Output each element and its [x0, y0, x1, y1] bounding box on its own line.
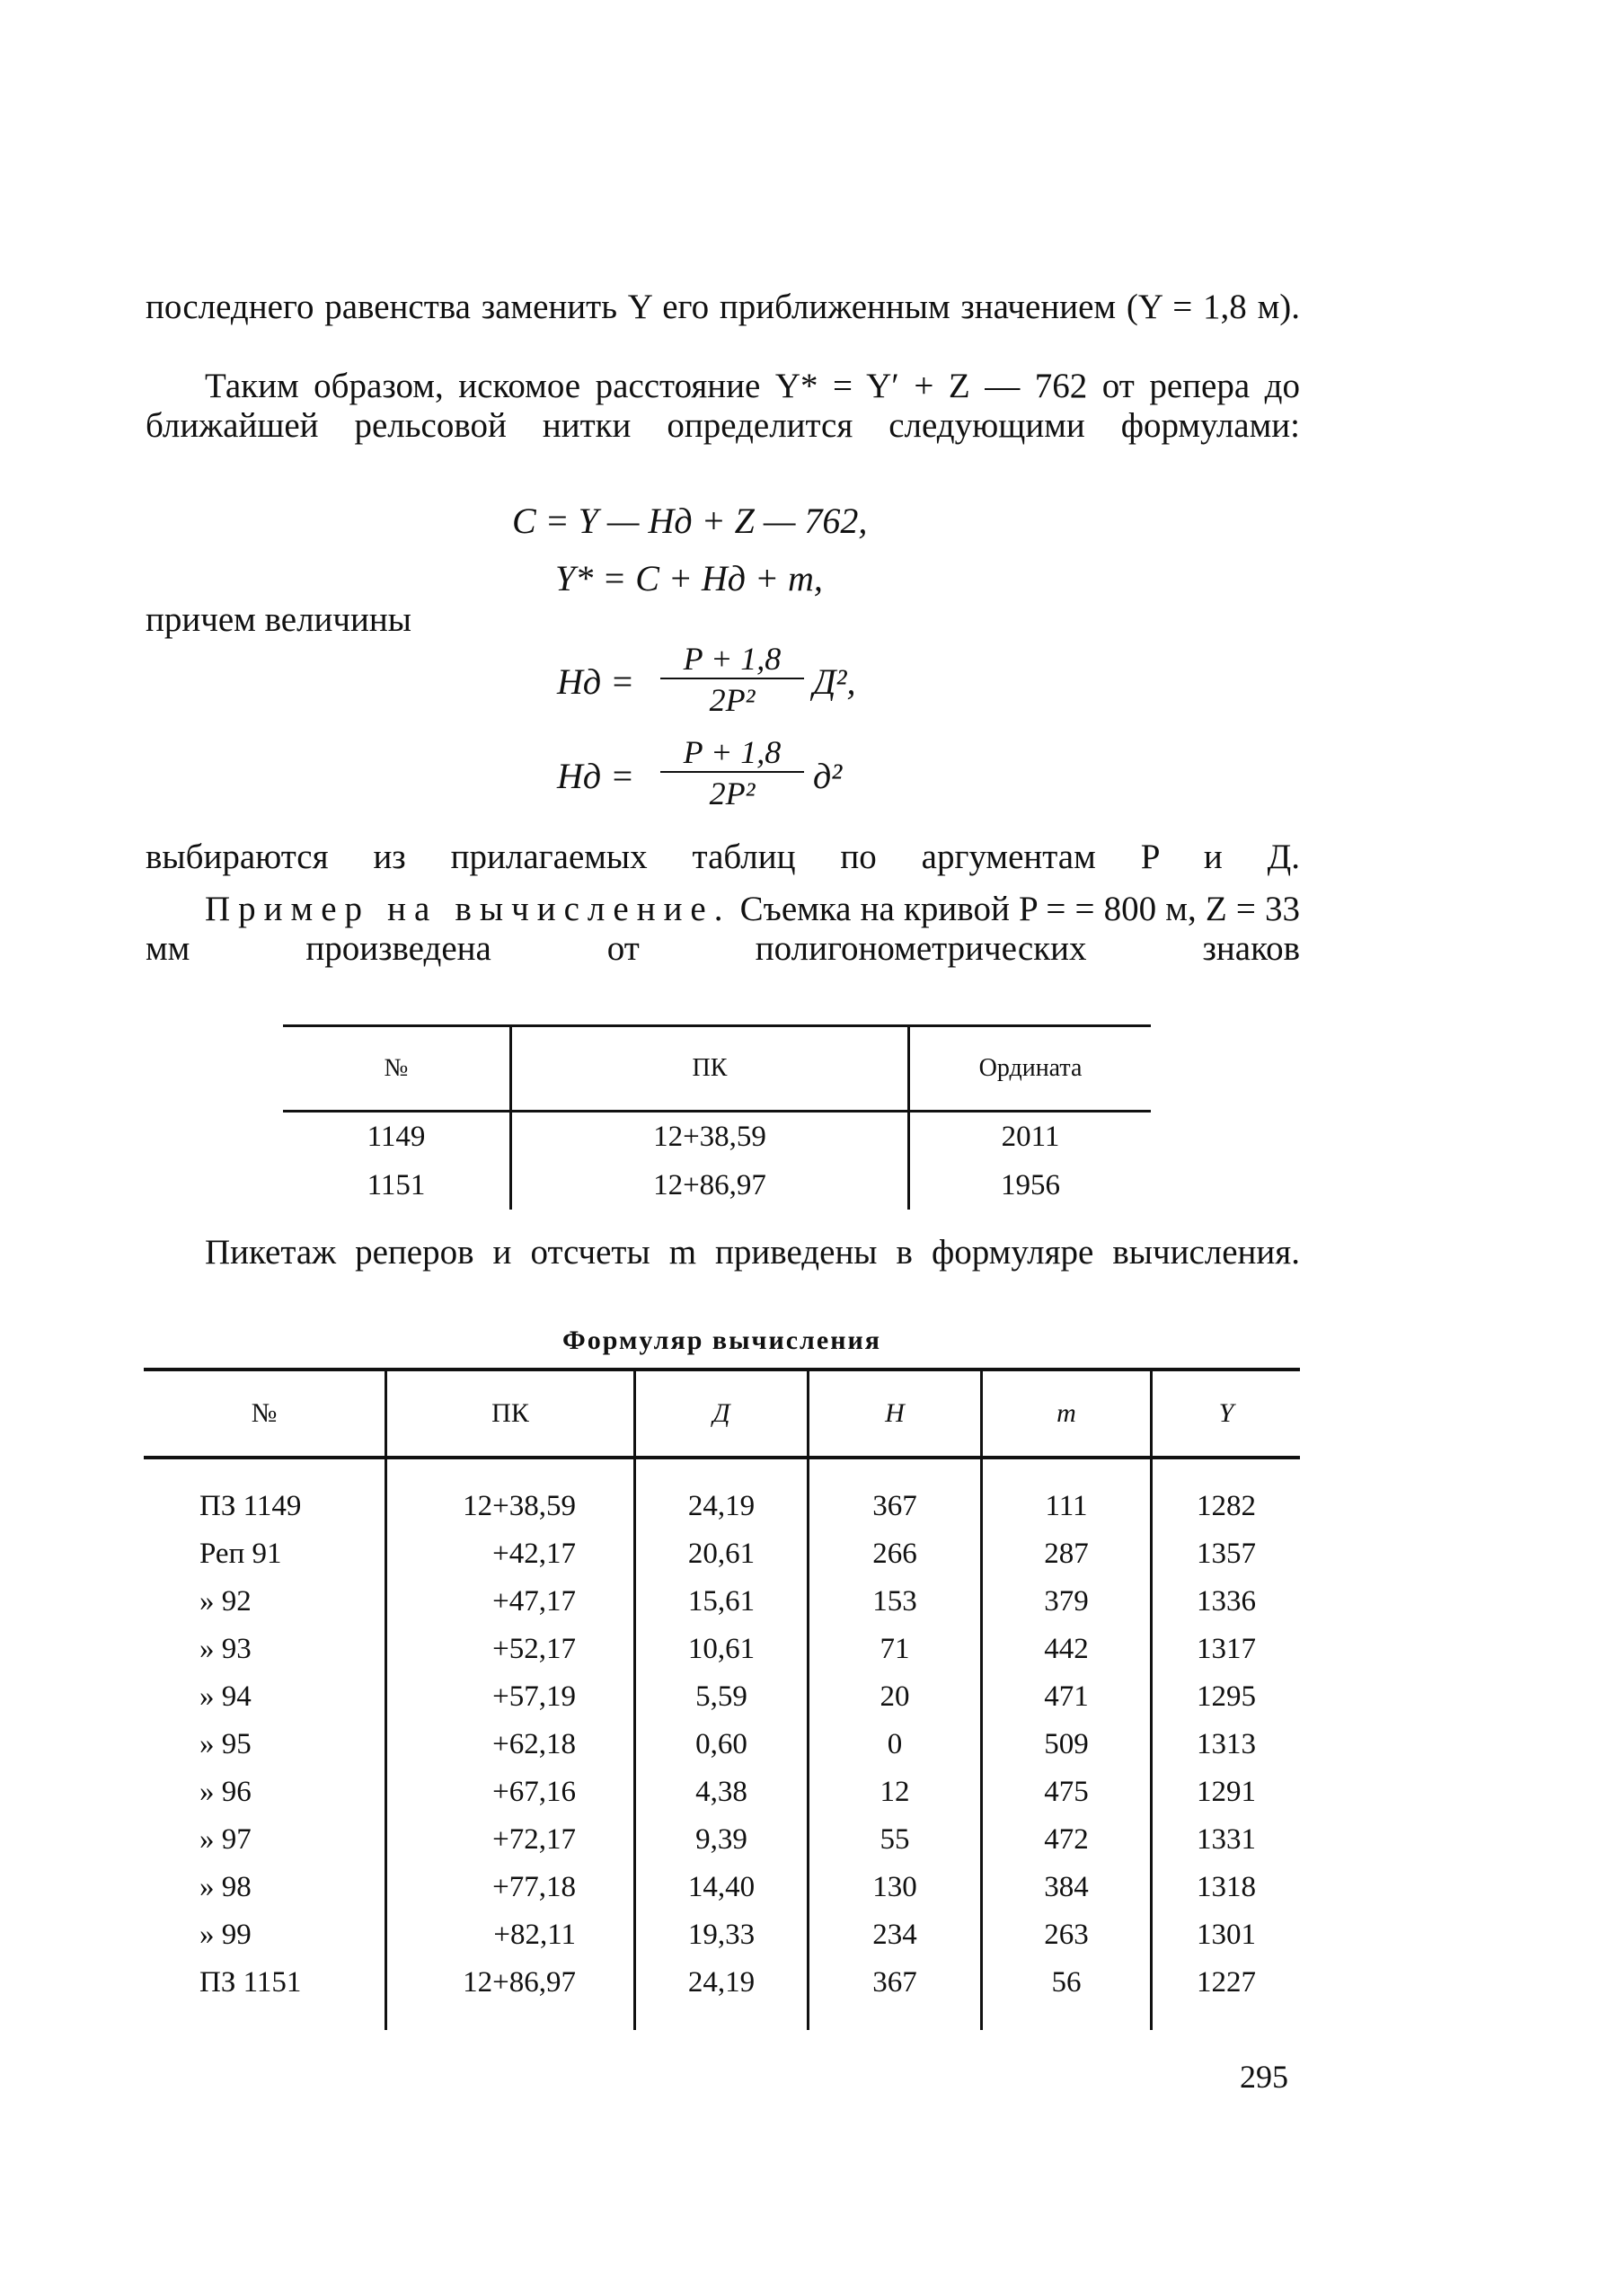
table-cell-y: 1331 — [1197, 1823, 1256, 1856]
paragraph-1: последнего равенства заменить Y его приближенным значением (Y = 1,8 м). — [146, 288, 1300, 326]
table-cell-h: 71 — [809, 1626, 982, 1673]
table-cell-h: 55 — [809, 1816, 982, 1864]
table-cell-y: 1357 — [1197, 1538, 1256, 1570]
table-cell-number: » 98 — [144, 1864, 386, 1911]
table-computation-title: Формуляр вычисления — [561, 1325, 882, 1355]
table-row — [144, 1911, 1300, 1959]
table-cell-pk: 12+38,59 — [511, 1112, 909, 1162]
paragraph-3: выбираются из прилагаемых таблиц по аргументам P и Д. — [146, 838, 1300, 876]
table-ordinates-header-ordinate: Ордината — [909, 1026, 1152, 1112]
table-cell-d: 19,33 — [635, 1911, 809, 1959]
formula-hd-2-fraction — [660, 733, 804, 812]
example-paragraph — [146, 890, 1300, 969]
table-cell-y: 1295 — [1197, 1680, 1256, 1713]
table-row — [283, 1161, 1151, 1210]
table-computation-header-number: № — [144, 1370, 386, 1458]
table-spacer-cell — [1152, 2007, 1301, 2030]
table-ordinates-header-pk: ПК — [511, 1026, 909, 1112]
table-computation-header-y: Y — [1152, 1370, 1301, 1458]
table-cell-m: 379 — [982, 1578, 1152, 1626]
table-cell-h: 130 — [809, 1864, 982, 1911]
table-cell-ordinate: 2011 — [1001, 1120, 1060, 1153]
table-cell-d: 24,19 — [635, 1483, 809, 1530]
table-cell-ordinate: 1956 — [1001, 1168, 1060, 1201]
table-cell-pk: +72,17 — [386, 1816, 635, 1864]
table-cell-d: 0,60 — [635, 1721, 809, 1769]
table-cell-number: 1149 — [283, 1112, 511, 1162]
table-cell-m: 287 — [982, 1530, 1152, 1578]
table-ordinates — [283, 1024, 1151, 1210]
table-cell-number: » 95 — [144, 1721, 386, 1769]
formula-hd-2-numerator: P + 1,8 — [683, 734, 782, 770]
table-cell-h: 266 — [809, 1530, 982, 1578]
page-number: 295 — [1240, 2059, 1288, 2095]
table-cell-number: » 97 — [144, 1816, 386, 1864]
table-cell-m: 475 — [982, 1769, 1152, 1816]
table-cell-y: 1282 — [1197, 1490, 1256, 1522]
paragraph-2: Таким образом, искомое расстояние Y* = Y′ + Z — 762 от репера до ближайшей рельсовой нитки определится следующими формулами: — [146, 367, 1300, 445]
table-cell-y: 1313 — [1197, 1728, 1256, 1760]
table-cell-h: 367 — [809, 1483, 982, 1530]
table-cell-number: ПЗ 1151 — [144, 1959, 386, 2007]
table-cell-pk: +52,17 — [386, 1626, 635, 1673]
table-cell-d: 10,61 — [635, 1626, 809, 1673]
table-spacer-cell — [809, 1458, 982, 1483]
table-spacer-cell — [982, 1458, 1152, 1483]
table-cell-d: 4,38 — [635, 1769, 809, 1816]
table-cell-d: 5,59 — [635, 1673, 809, 1721]
table-cell-pk: 12+86,97 — [511, 1161, 909, 1210]
table-row — [144, 1721, 1300, 1769]
table-spacer-cell — [982, 2007, 1152, 2030]
formula-y-star: Y* = C + Hд + m, — [555, 558, 823, 598]
formula-hd-2-rhs: д² — [813, 756, 843, 796]
formula-hd-1-lhs: Hд = — [557, 661, 635, 702]
table-row — [144, 1816, 1300, 1864]
table-cell-pk: +77,18 — [386, 1864, 635, 1911]
table-row — [144, 1578, 1300, 1626]
formula-hd-2-lhs: Hд = — [557, 756, 635, 796]
table-cell-number: » 94 — [144, 1673, 386, 1721]
table-ordinates-header-row — [283, 1026, 1151, 1112]
table-cell-pk: 12+86,97 — [386, 1959, 635, 2007]
table-spacer-cell — [144, 2007, 386, 2030]
table-cell-pk: +67,16 — [386, 1769, 635, 1816]
table-cell-h: 20 — [809, 1673, 982, 1721]
formula-hd-1-rhs: Д², — [813, 661, 856, 702]
table-cell-number: » 96 — [144, 1769, 386, 1816]
table-computation-header-m: m — [982, 1370, 1152, 1458]
formula-hd-1-fraction — [660, 640, 804, 719]
table-cell-number: » 93 — [144, 1626, 386, 1673]
table-cell-pk: 12+38,59 — [386, 1483, 635, 1530]
table-cell-d: 15,61 — [635, 1578, 809, 1626]
table-spacer-row — [144, 2007, 1300, 2030]
table-cell-pk: +57,19 — [386, 1673, 635, 1721]
table-cell-y: 1301 — [1197, 1919, 1256, 1951]
table-cell-h: 153 — [809, 1578, 982, 1626]
table-row — [144, 1769, 1300, 1816]
table-ordinates-header-number: № — [283, 1026, 511, 1112]
table-computation-header-row — [144, 1370, 1300, 1458]
table-computation — [144, 1368, 1300, 2030]
table-cell-number: » 92 — [144, 1578, 386, 1626]
table-cell-d: 20,61 — [635, 1530, 809, 1578]
table-row — [283, 1112, 1151, 1162]
table-cell-h: 234 — [809, 1911, 982, 1959]
table-cell-d: 14,40 — [635, 1864, 809, 1911]
table-cell-h: 12 — [809, 1769, 982, 1816]
table-row — [144, 1959, 1300, 2007]
table-computation-header-pk: ПК — [386, 1370, 635, 1458]
formula-c: C = Y — Hд + Z — 762, — [512, 501, 868, 541]
table-cell-y: 1336 — [1197, 1585, 1256, 1618]
table-cell-y: 1318 — [1197, 1871, 1256, 1903]
table-cell-pk: +82,11 — [386, 1911, 635, 1959]
table-cell-m: 442 — [982, 1626, 1152, 1673]
table-cell-h: 367 — [809, 1959, 982, 2007]
example-text: Съемка на кривой P = = 800 м, Z = 33 мм произведена от полигонометрических знаков — [146, 890, 1300, 968]
table-computation-header-h: H — [809, 1370, 982, 1458]
table-cell-pk: +62,18 — [386, 1721, 635, 1769]
table-cell-d: 9,39 — [635, 1816, 809, 1864]
table-spacer-cell — [1152, 1458, 1301, 1483]
table-cell-m: 472 — [982, 1816, 1152, 1864]
table-row — [144, 1530, 1300, 1578]
formula-hd-1-numerator: P + 1,8 — [683, 641, 782, 677]
paragraph-4: Пикетаж реперов и отсчеты m приведены в формуляре вычисления. — [205, 1233, 1300, 1272]
table-row — [144, 1864, 1300, 1911]
formula-hd-2-denominator: 2P² — [660, 771, 804, 812]
table-row — [144, 1673, 1300, 1721]
table-cell-h: 0 — [809, 1721, 982, 1769]
formula-hd-1-denominator: 2P² — [660, 678, 804, 719]
table-cell-number: Реп 91 — [144, 1530, 386, 1578]
table-row — [144, 1483, 1300, 1530]
table-cell-m: 263 — [982, 1911, 1152, 1959]
table-cell-m: 111 — [982, 1483, 1152, 1530]
table-cell-y: 1291 — [1197, 1776, 1256, 1808]
table-cell-number: ПЗ 1149 — [144, 1483, 386, 1530]
label-prichem: причем величины — [146, 600, 411, 639]
table-spacer-cell — [386, 1458, 635, 1483]
table-cell-pk: +42,17 — [386, 1530, 635, 1578]
table-cell-m: 384 — [982, 1864, 1152, 1911]
table-cell-y: 1227 — [1197, 1966, 1256, 1999]
example-lead: Пример на вычисление. — [205, 890, 731, 928]
table-computation-header-d: Д — [635, 1370, 809, 1458]
table-cell-number: 1151 — [283, 1161, 511, 1210]
table-cell-m: 471 — [982, 1673, 1152, 1721]
table-cell-m: 509 — [982, 1721, 1152, 1769]
table-spacer-cell — [809, 2007, 982, 2030]
table-cell-pk: +47,17 — [386, 1578, 635, 1626]
table-spacer-cell — [386, 2007, 635, 2030]
table-spacer-row — [144, 1458, 1300, 1483]
table-spacer-cell — [635, 1458, 809, 1483]
table-cell-number: » 99 — [144, 1911, 386, 1959]
table-cell-m: 56 — [982, 1959, 1152, 2007]
table-spacer-cell — [635, 2007, 809, 2030]
table-cell-y: 1317 — [1197, 1633, 1256, 1665]
table-cell-d: 24,19 — [635, 1959, 809, 2007]
table-row — [144, 1626, 1300, 1673]
table-spacer-cell — [144, 1458, 386, 1483]
